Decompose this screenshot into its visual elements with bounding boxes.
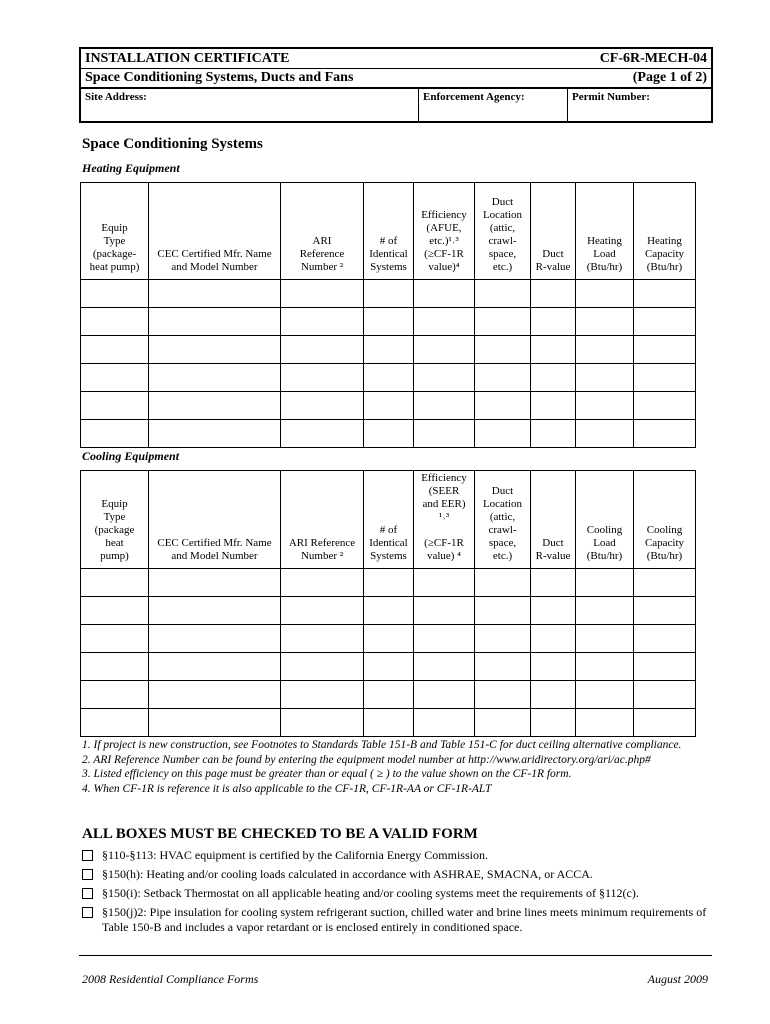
table-cell-input[interactable]	[634, 625, 696, 653]
table-cell-input[interactable]	[475, 681, 531, 709]
table-cell-input[interactable]	[281, 569, 364, 597]
column-header	[531, 471, 576, 569]
checklist-text: §110-§113: HVAC equipment is certified by the California Energy Commission.	[102, 848, 488, 862]
table-cell-input[interactable]	[281, 280, 364, 308]
header-line: Type	[103, 511, 126, 523]
header-line: etc.)	[492, 261, 513, 273]
table-cell-input[interactable]	[634, 280, 696, 308]
table-cell-input[interactable]	[149, 336, 281, 364]
table-cell-input[interactable]	[281, 364, 364, 392]
table-cell-input[interactable]	[576, 336, 634, 364]
column-header	[364, 183, 414, 280]
header-line: ¹˒³	[438, 511, 450, 523]
column-header	[634, 471, 696, 569]
header-line: Load	[593, 248, 616, 260]
header-line	[416, 524, 472, 537]
header-line: (Btu/hr)	[586, 261, 623, 273]
table-cell-input[interactable]	[576, 280, 634, 308]
table-cell-input[interactable]	[414, 597, 475, 625]
header-line: Cooling	[646, 524, 683, 536]
table-cell-input[interactable]	[531, 625, 576, 653]
table-row	[81, 336, 696, 364]
header-line: Equip	[101, 498, 128, 510]
table-cell-input[interactable]	[531, 653, 576, 681]
table-cell-input[interactable]	[364, 625, 414, 653]
table-cell-input[interactable]	[364, 336, 414, 364]
table-cell-input[interactable]	[531, 280, 576, 308]
table-cell-input[interactable]	[634, 392, 696, 420]
header-line: # of	[379, 524, 398, 536]
table-cell-input[interactable]	[414, 392, 475, 420]
table-cell-input[interactable]	[414, 569, 475, 597]
header-line: Reference	[299, 248, 345, 260]
header-line: Equip	[101, 222, 128, 234]
table-cell-input[interactable]	[81, 364, 149, 392]
column-header	[364, 471, 414, 569]
form-id: CF-6R-MECH-04	[599, 50, 707, 66]
header-line: space,	[488, 248, 517, 260]
table-cell-input[interactable]	[414, 653, 475, 681]
table-cell-input[interactable]	[81, 681, 149, 709]
table-row	[81, 681, 696, 709]
table-cell-input[interactable]	[576, 392, 634, 420]
table-cell-input[interactable]	[364, 308, 414, 336]
header-line: Cooling	[586, 524, 623, 536]
section-title: Space Conditioning Systems	[82, 136, 263, 152]
table-cell-input[interactable]	[475, 420, 531, 448]
table-cell-input[interactable]	[531, 336, 576, 364]
header-line: (Btu/hr)	[646, 261, 683, 273]
header-line: crawl-	[488, 235, 517, 247]
header-line: value) ⁴	[426, 550, 462, 562]
header-line: Efficiency	[421, 209, 467, 221]
table-cell-input[interactable]	[149, 392, 281, 420]
header-line: Efficiency	[421, 472, 467, 484]
footer-divider	[79, 955, 712, 956]
header-line: heat pump)	[89, 261, 140, 273]
table-cell-input[interactable]	[531, 392, 576, 420]
table-cell-input[interactable]	[81, 653, 149, 681]
table-cell-input[interactable]	[281, 709, 364, 737]
header-line: Number ²	[300, 261, 344, 273]
checkbox[interactable]	[82, 869, 93, 880]
site-address-field[interactable]	[81, 89, 419, 121]
checklist-text: §150(j)2: Pipe insulation for cooling system refrigerant suction, chilled water and brine lines meets minimum requirements of Table 150-B and includes a vapor retardant or is enclosed entirely in conditioned space.	[102, 905, 707, 934]
header-line: (AFUE,	[426, 222, 462, 234]
header-line: Type	[103, 235, 126, 247]
header-line: (≥CF-1R	[424, 248, 464, 260]
footnote: 2. ARI Reference Number can be found by entering the equipment model number at http://www.aridirectory.org/ari/ac.php#	[82, 753, 651, 766]
column-header	[281, 183, 364, 280]
cooling-equipment-table	[80, 470, 696, 737]
checkbox[interactable]	[82, 888, 93, 899]
header-line: Systems	[370, 550, 407, 562]
footnote: 1. If project is new construction, see Footnotes to Standards Table 151-B and Table 151-C for duct ceiling alternative compliance.	[82, 739, 682, 751]
checklist-text: §150(i): Setback Thermostat on all applicable heating and/or cooling systems meet the requirements of §112(c).	[102, 886, 639, 900]
column-header	[81, 183, 149, 280]
column-header	[634, 183, 696, 280]
footer-left: 2008 Residential Compliance Forms	[82, 972, 259, 986]
table-cell-input[interactable]	[576, 364, 634, 392]
table-cell-input[interactable]	[364, 597, 414, 625]
table-cell-input[interactable]	[281, 681, 364, 709]
checklist-item	[82, 886, 712, 901]
header-line: (SEER	[428, 485, 460, 497]
table-cell-input[interactable]	[364, 420, 414, 448]
header-line: Systems	[370, 261, 407, 273]
table-cell-input[interactable]	[475, 336, 531, 364]
table-cell-input[interactable]	[149, 709, 281, 737]
checklist	[82, 848, 712, 939]
form-title: INSTALLATION CERTIFICATE	[85, 50, 290, 66]
header-line: Duct	[491, 485, 514, 497]
footer-right: August 2009	[647, 972, 708, 986]
table-cell-input[interactable]	[475, 392, 531, 420]
table-cell-input[interactable]	[81, 709, 149, 737]
table-cell-input[interactable]	[81, 625, 149, 653]
header-line: and EER)	[422, 498, 466, 510]
site-address-label: Site Address:	[85, 91, 147, 103]
table-cell-input[interactable]	[149, 597, 281, 625]
header-line: ARI	[312, 235, 332, 247]
table-cell-input[interactable]	[576, 569, 634, 597]
table-cell-input[interactable]	[364, 392, 414, 420]
header-line: value)⁴	[428, 261, 460, 273]
column-header	[414, 471, 475, 569]
table-row	[81, 364, 696, 392]
table-cell-input[interactable]	[149, 681, 281, 709]
table-row	[81, 420, 696, 448]
table-cell-input[interactable]	[81, 597, 149, 625]
table-cell-input[interactable]	[414, 709, 475, 737]
table-header-row	[81, 471, 696, 569]
enforcement-agency-field[interactable]	[419, 89, 568, 121]
table-cell-input[interactable]	[281, 597, 364, 625]
header-line: etc.)	[492, 550, 513, 562]
table-cell-input[interactable]	[576, 308, 634, 336]
header-line: (package-	[92, 248, 137, 260]
table-cell-input[interactable]	[475, 308, 531, 336]
table-cell-input[interactable]	[414, 420, 475, 448]
column-header	[475, 183, 531, 280]
table-cell-input[interactable]	[576, 681, 634, 709]
form-header	[79, 47, 713, 123]
table-cell-input[interactable]	[281, 336, 364, 364]
header-line: and Model Number	[171, 261, 258, 273]
header-line: ARI Reference	[288, 537, 356, 549]
header-line: pump)	[100, 550, 129, 562]
table-cell-input[interactable]	[531, 709, 576, 737]
table-cell-input[interactable]	[81, 308, 149, 336]
header-line: etc.)¹˒³	[429, 235, 459, 247]
table-cell-input[interactable]	[475, 653, 531, 681]
checklist-text: §150(h): Heating and/or cooling loads calculated in accordance with ASHRAE, SMACNA, or ACCA.	[102, 867, 593, 881]
table-cell-input[interactable]	[414, 681, 475, 709]
table-cell-input[interactable]	[149, 569, 281, 597]
table-cell-input[interactable]	[531, 308, 576, 336]
header-line: Location	[482, 209, 523, 221]
header-line: (attic,	[489, 511, 516, 523]
table-cell-input[interactable]	[81, 569, 149, 597]
table-cell-input[interactable]	[149, 625, 281, 653]
table-row	[81, 569, 696, 597]
column-header	[149, 471, 281, 569]
cooling-title: Cooling Equipment	[82, 449, 180, 463]
table-cell-input[interactable]	[634, 653, 696, 681]
header-line: Load	[593, 537, 616, 549]
table-cell-input[interactable]	[634, 420, 696, 448]
header-line: (≥CF-1R	[424, 537, 464, 549]
header-line: crawl-	[488, 524, 517, 536]
table-cell-input[interactable]	[475, 709, 531, 737]
header-line: Capacity	[644, 537, 685, 549]
table-cell-input[interactable]	[531, 569, 576, 597]
table-cell-input[interactable]	[475, 569, 531, 597]
header-line: Heating	[587, 235, 622, 247]
header-line: Heating	[647, 235, 682, 247]
table-cell-input[interactable]	[475, 364, 531, 392]
table-row	[81, 308, 696, 336]
table-header-row	[81, 183, 696, 280]
table-cell-input[interactable]	[414, 364, 475, 392]
column-header	[576, 183, 634, 280]
table-cell-input[interactable]	[149, 280, 281, 308]
footnote: 4. When CF-1R is reference it is also applicable to the CF-1R, CF-1R-AA or CF-1R-ALT	[82, 782, 492, 795]
header-line: Number ²	[300, 550, 344, 562]
table-cell-input[interactable]	[281, 653, 364, 681]
header-line: (Btu/hr)	[646, 550, 683, 562]
table-cell-input[interactable]	[576, 653, 634, 681]
table-cell-input[interactable]	[281, 420, 364, 448]
header-line: (Btu/hr)	[586, 550, 623, 562]
table-cell-input[interactable]	[531, 597, 576, 625]
checkbox[interactable]	[82, 850, 93, 861]
table-cell-input[interactable]	[414, 308, 475, 336]
footnotes	[82, 738, 712, 796]
header-line: Duct	[542, 537, 564, 549]
header-line: Identical	[369, 248, 408, 260]
enforcement-agency-label: Enforcement Agency:	[423, 91, 525, 103]
table-cell-input[interactable]	[576, 597, 634, 625]
table-row	[81, 392, 696, 420]
header-line: Location	[482, 498, 523, 510]
column-header	[281, 471, 364, 569]
table-cell-input[interactable]	[281, 308, 364, 336]
table-cell-input[interactable]	[576, 709, 634, 737]
table-cell-input[interactable]	[475, 625, 531, 653]
table-cell-input[interactable]	[364, 709, 414, 737]
header-line: heat	[105, 537, 124, 549]
table-cell-input[interactable]	[149, 308, 281, 336]
table-row	[81, 653, 696, 681]
checklist-item	[82, 867, 712, 882]
table-cell-input[interactable]	[149, 364, 281, 392]
form-subtitle: Space Conditioning Systems, Ducts and Fans	[85, 70, 354, 85]
table-cell-input[interactable]	[81, 280, 149, 308]
header-line: space,	[488, 537, 517, 549]
column-header	[149, 183, 281, 280]
table-cell-input[interactable]	[364, 280, 414, 308]
table-cell-input[interactable]	[634, 709, 696, 737]
column-header	[414, 183, 475, 280]
column-header	[475, 471, 531, 569]
header-line: (attic,	[489, 222, 516, 234]
header-line: (package	[94, 524, 135, 536]
table-cell-input[interactable]	[634, 364, 696, 392]
checklist-item	[82, 848, 712, 863]
table-cell-input[interactable]	[414, 625, 475, 653]
permit-number-label: Permit Number:	[572, 91, 650, 103]
checklist-title: ALL BOXES MUST BE CHECKED TO BE A VALID FORM	[82, 826, 478, 842]
table-cell-input[interactable]	[81, 420, 149, 448]
table-cell-input[interactable]	[634, 681, 696, 709]
table-cell-input[interactable]	[364, 653, 414, 681]
column-header	[81, 471, 149, 569]
table-cell-input[interactable]	[149, 420, 281, 448]
table-cell-input[interactable]	[576, 420, 634, 448]
table-cell-input[interactable]	[531, 364, 576, 392]
table-cell-input[interactable]	[634, 569, 696, 597]
header-line: CEC Certified Mfr. Name	[157, 248, 272, 260]
table-cell-input[interactable]	[81, 392, 149, 420]
footnote: 3. Listed efficiency on this page must be greater than or equal ( ≥ ) to the value shown on the CF-1R form.	[82, 768, 572, 780]
table-cell-input[interactable]	[364, 681, 414, 709]
table-cell-input[interactable]	[531, 420, 576, 448]
page-number: (Page 1 of 2)	[632, 70, 707, 85]
checklist-item	[82, 905, 712, 935]
table-cell-input[interactable]	[281, 392, 364, 420]
column-header	[531, 183, 576, 280]
table-cell-input[interactable]	[634, 336, 696, 364]
table-cell-input[interactable]	[81, 336, 149, 364]
table-cell-input[interactable]	[364, 364, 414, 392]
header-line: R-value	[535, 550, 571, 562]
table-cell-input[interactable]	[634, 597, 696, 625]
table-cell-input[interactable]	[475, 280, 531, 308]
table-row	[81, 709, 696, 737]
header-line: Identical	[369, 537, 408, 549]
header-line: CEC Certified Mfr. Name	[157, 537, 272, 549]
permit-number-field[interactable]	[568, 89, 711, 121]
table-row	[81, 280, 696, 308]
column-header	[576, 471, 634, 569]
table-cell-input[interactable]	[281, 625, 364, 653]
header-line: and Model Number	[171, 550, 258, 562]
table-cell-input[interactable]	[414, 280, 475, 308]
heating-equipment-table	[80, 182, 696, 448]
header-line: Capacity	[644, 248, 685, 260]
header-line: # of	[379, 235, 398, 247]
header-line: R-value	[535, 261, 571, 273]
header-line: Duct	[542, 248, 564, 260]
table-row	[81, 625, 696, 653]
table-cell-input[interactable]	[475, 597, 531, 625]
table-row	[81, 597, 696, 625]
checkbox[interactable]	[82, 907, 93, 918]
header-line: Duct	[491, 196, 514, 208]
table-cell-input[interactable]	[149, 653, 281, 681]
table-cell-input[interactable]	[576, 625, 634, 653]
table-cell-input[interactable]	[414, 336, 475, 364]
table-cell-input[interactable]	[634, 308, 696, 336]
heating-title: Heating Equipment	[82, 161, 180, 175]
table-cell-input[interactable]	[531, 681, 576, 709]
table-cell-input[interactable]	[364, 569, 414, 597]
